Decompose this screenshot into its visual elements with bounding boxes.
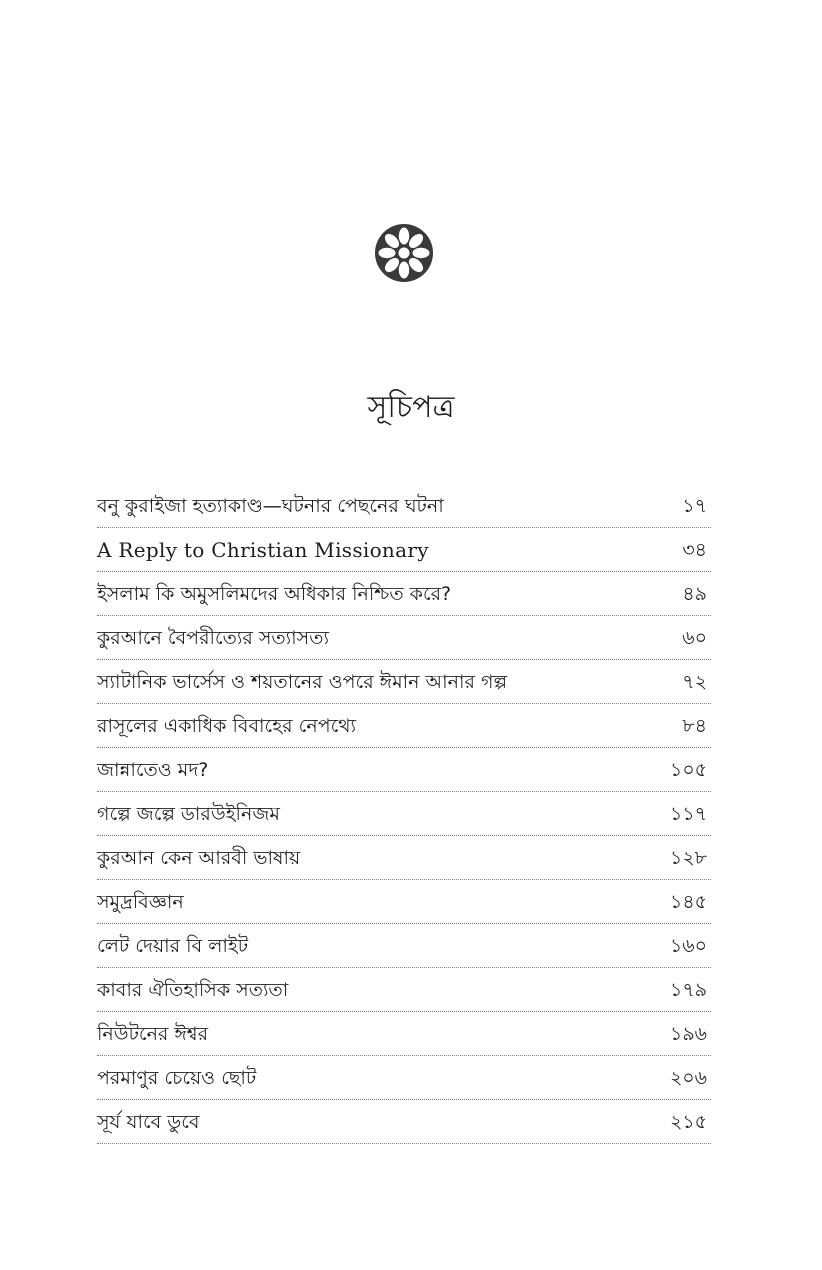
toc-entry-page: ১৯৬: [669, 1023, 707, 1045]
toc-entry[interactable]: [97, 704, 711, 748]
toc-entry-page: ৭২: [682, 671, 707, 693]
toc-entry-page: ৮৪: [682, 715, 707, 737]
toc-entry-title: কুরআনে বৈপরীত্যের সত্যাসত্য: [97, 627, 329, 649]
toc-entry[interactable]: [97, 484, 711, 528]
toc-entry-title: স্যাটানিক ভার্সেস ও শয়তানের ওপরে ঈমান আনার গল্প: [97, 671, 508, 693]
toc-entry-title: কুরআন কেন আরবী ভাষায়: [97, 847, 301, 869]
toc-entry[interactable]: [97, 968, 711, 1012]
toc-entry[interactable]: [97, 1012, 711, 1056]
toc-entry-page: ১৭৯: [669, 979, 707, 1001]
toc-entry[interactable]: [97, 1100, 711, 1144]
toc-entry-title: ইসলাম কি অমুসলিমদের অধিকার নিশ্চিত করে?: [97, 583, 452, 605]
page-title: সূচিপত্র: [367, 390, 455, 425]
toc-entry[interactable]: [97, 572, 711, 616]
toc-entry[interactable]: [97, 836, 711, 880]
toc-entry-page: ১৪৫: [670, 891, 707, 913]
table-of-contents: [97, 484, 711, 1144]
toc-entry-title: রাসূলের একাধিক বিবাহের নেপথ্যে: [97, 715, 357, 737]
toc-entry[interactable]: [97, 660, 711, 704]
toc-entry-title: জান্নাতেও মদ?: [97, 759, 209, 781]
toc-entry-page: ১৬০: [669, 935, 707, 957]
toc-entry-page: ১০৫: [669, 759, 707, 781]
toc-entry-page: ২১৫: [669, 1111, 707, 1133]
toc-entry-page: ৪৯: [682, 583, 707, 605]
toc-entry-title: পরমাণুর চেয়েও ছোট: [97, 1067, 257, 1089]
toc-entry-title: গল্পে জল্পে ডারউইনিজম: [97, 803, 280, 825]
toc-entry-page: ৩৪: [682, 539, 707, 561]
toc-entry[interactable]: [97, 792, 711, 836]
toc-entry-page: ২০৬: [669, 1067, 707, 1089]
toc-entry-page: ১৭: [682, 495, 707, 517]
toc-entry-title: A Reply to Christian Missionary: [97, 538, 429, 562]
toc-entry[interactable]: [97, 924, 711, 968]
toc-entry-title: সূর্য যাবে ডুবে: [97, 1111, 200, 1133]
toc-entry-title: বনু কুরাইজা হত্যাকাণ্ড—ঘটনার পেছনের ঘটনা: [97, 495, 444, 517]
toc-entry-title: লেট দেয়ার বি লাইট: [97, 935, 249, 957]
toc-entry-page: ১২৮: [669, 847, 707, 869]
toc-entry-title: কাবার ঐতিহাসিক সত্যতা: [97, 979, 289, 1001]
toc-entry[interactable]: [97, 1056, 711, 1100]
toc-entry[interactable]: [97, 748, 711, 792]
toc-entry-page: ১১৭: [669, 803, 707, 825]
toc-entry[interactable]: [97, 528, 711, 572]
toc-entry[interactable]: [97, 616, 711, 660]
toc-entry-title: নিউটনের ঈশ্বর: [97, 1023, 209, 1045]
toc-entry-title: সমুদ্রবিজ্ঞান: [97, 891, 184, 913]
flower-wheel-icon: [373, 222, 435, 284]
toc-entry[interactable]: [97, 880, 711, 924]
toc-entry-page: ৬০: [682, 627, 707, 649]
